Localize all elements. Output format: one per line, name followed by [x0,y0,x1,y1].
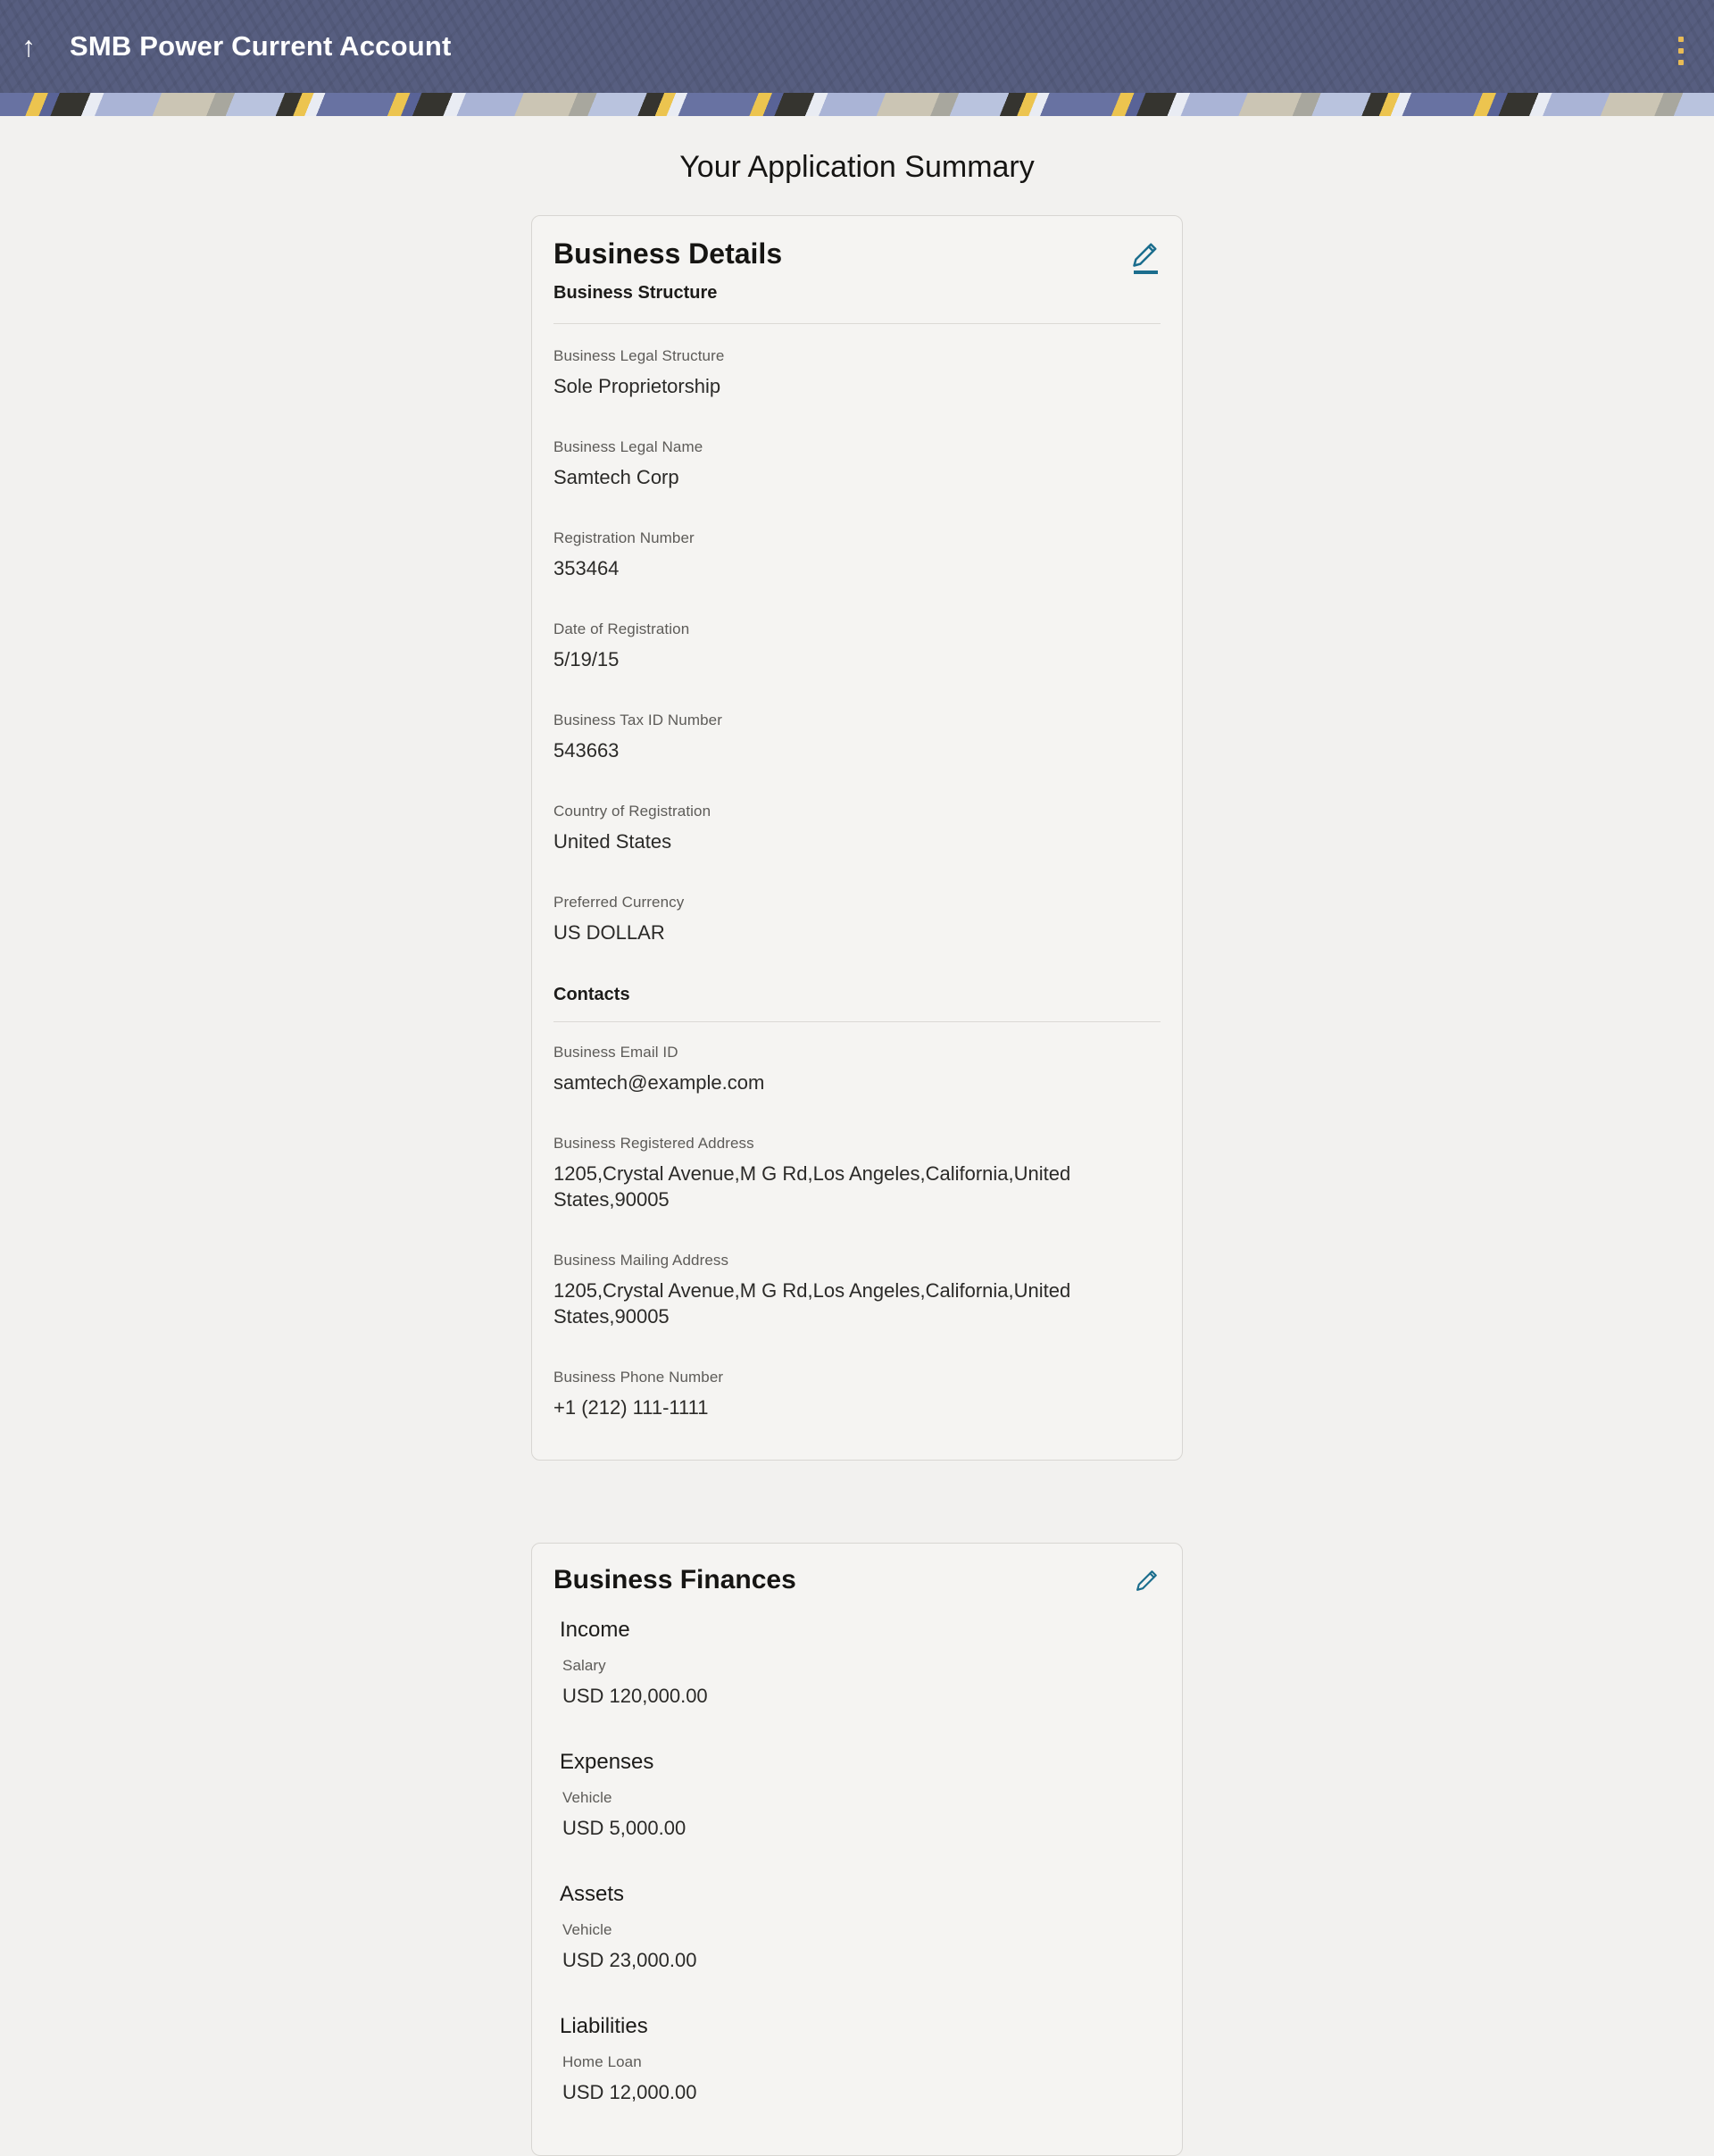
field-value: 353464 [553,557,620,580]
field-registration-number [553,529,1161,581]
field-preferred-currency [553,894,1161,945]
field-label: Business Phone Number [553,1369,724,1386]
business-finances-title: Business Finances [553,1565,796,1595]
field-label: Preferred Currency [553,894,685,912]
field-date-of-registration [553,620,1161,672]
page-title: Your Application Summary [679,150,1035,184]
field-business-legal-name [553,438,1161,490]
field-value: +1 (212) 111-1111 [553,1396,709,1419]
field-label: Vehicle [562,1920,612,1938]
field-value: samtech@example.com [553,1071,765,1095]
finance-group-heading: Liabilities [560,2014,648,2038]
field-value: USD 5,000.00 [562,1816,686,1839]
field-label: Business Legal Structure [553,347,725,364]
field-value: US DOLLAR [553,921,665,945]
field-value: USD 23,000.00 [562,1948,697,1971]
field-label: Business Email ID [553,1044,678,1061]
business-details-card-header [553,237,1161,276]
pencil-icon [1132,241,1159,268]
field-value: USD 120,000.00 [562,1684,708,1707]
divider [553,323,1161,324]
finance-group-liabilities [553,2014,1161,2105]
field-label: Business Tax ID Number [553,712,722,729]
field-business-email [553,1044,1161,1095]
main-content [0,116,1714,2156]
edit-underline [1134,271,1158,274]
field-value: 543663 [553,739,620,762]
field-expense-vehicle [560,1789,1161,1841]
field-label: Date of Registration [553,620,690,638]
overflow-menu-icon[interactable] [1673,31,1689,71]
business-details-card [531,215,1183,1461]
section-heading-business-structure: Business Structure [553,283,718,303]
finance-group-heading: Expenses [560,1749,654,1774]
finance-group-income [553,1618,1161,1709]
field-label: Vehicle [562,1788,612,1806]
decorative-collage-banner [0,93,1714,116]
finance-group-expenses [553,1750,1161,1841]
finance-group-assets [553,1882,1161,1973]
field-label: Country of Registration [553,803,711,820]
field-value: Sole Proprietorship [553,375,721,397]
business-finances-card-header [553,1565,1161,1596]
section-heading-contacts: Contacts [553,985,630,1005]
field-value: 1205,Crystal Avenue,M G Rd,Los Angeles,California,United States,90005 [553,1162,1071,1211]
finance-group-heading: Assets [560,1881,625,1906]
pencil-icon [1136,1569,1159,1592]
field-label: Home Loan [562,2053,642,2070]
field-business-phone-number [553,1369,1161,1420]
finance-group-heading: Income [560,1617,630,1642]
field-salary [560,1657,1161,1709]
field-value: 1205,Crystal Avenue,M G Rd,Los Angeles,California,United States,90005 [553,1279,1071,1328]
field-business-registered-address [553,1135,1161,1212]
field-label: Registration Number [553,529,695,547]
business-details-title: Business Details [553,237,783,270]
app-title: SMB Power Current Account [70,30,452,62]
field-label: Salary [562,1656,606,1674]
field-label: Business Mailing Address [553,1252,729,1269]
field-label: Business Legal Name [553,438,703,456]
kebab-dot [1678,37,1684,42]
field-country-of-registration [553,803,1161,854]
back-arrow-icon[interactable]: ↑ [21,30,36,62]
divider [553,1021,1161,1022]
field-label: Business Registered Address [553,1135,754,1153]
field-home-loan [560,2053,1161,2105]
app-header [0,0,1714,93]
field-value: Samtech Corp [553,466,679,489]
business-finances-card [531,1543,1183,2156]
field-asset-vehicle [560,1921,1161,1973]
field-business-mailing-address [553,1252,1161,1329]
field-value: 5/19/15 [553,648,620,671]
kebab-dot [1678,60,1684,65]
field-business-tax-id [553,712,1161,763]
field-value: USD 12,000.00 [562,2081,697,2103]
field-value: United States [553,830,672,853]
edit-business-finances-button[interactable] [1134,1567,1161,1594]
kebab-dot [1678,48,1684,54]
field-business-legal-structure [553,347,1161,399]
edit-business-details-button[interactable] [1130,239,1161,276]
